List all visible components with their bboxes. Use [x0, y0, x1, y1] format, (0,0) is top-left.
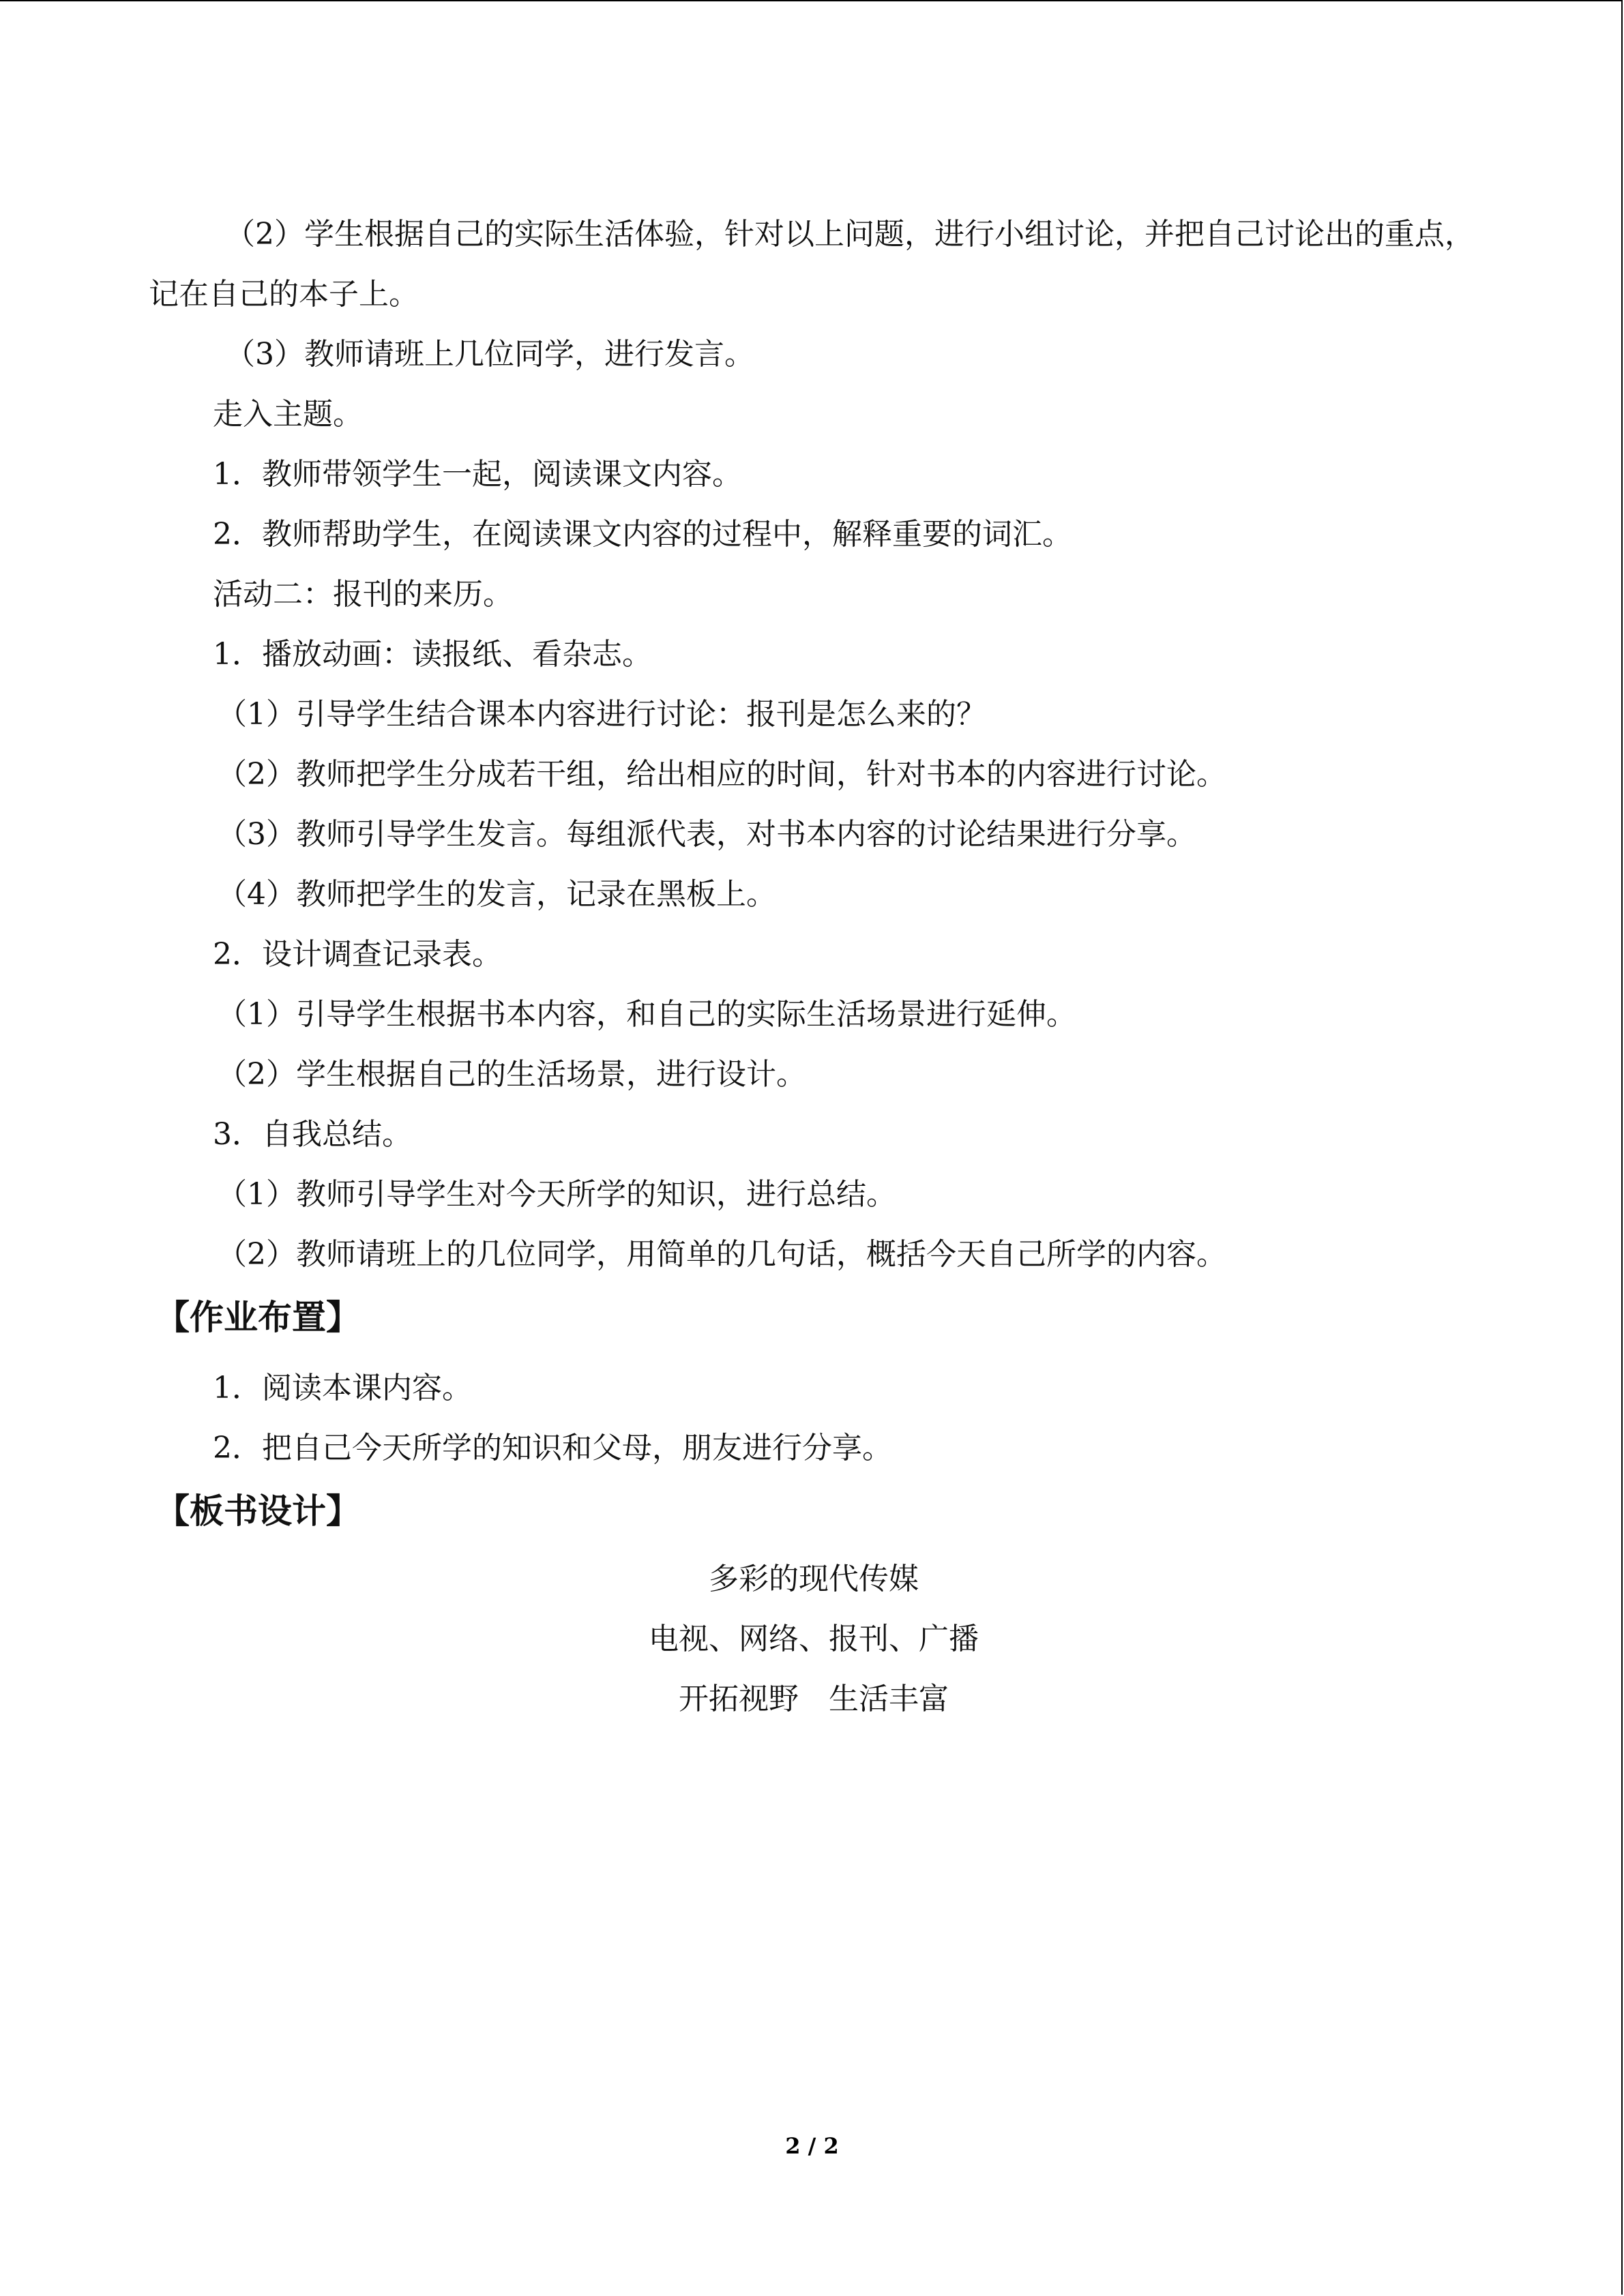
document-body — [149, 205, 1479, 1729]
activity-sub-item: （3）教师引导学生发言。每组派代表，对书本内容的讨论结果进行分享。 — [217, 817, 1196, 852]
activity-sub-item: （1）引导学生根据书本内容，和自己的实际生活场景进行延伸。 — [217, 997, 1076, 1032]
enter-topic-item: 2．教师帮助学生，在阅读课文内容的过程中，解释重要的词汇。 — [213, 517, 1072, 552]
activity-sub-item: （1）引导学生结合课本内容进行讨论：报刊是怎么来的？ — [217, 697, 986, 732]
activity-sub-item: （2）教师把学生分成若干组，给出相应的时间，针对书本的内容进行讨论。 — [217, 757, 1226, 792]
activity-sub-item: （2）学生根据自己的生活场景，进行设计。 — [217, 1057, 806, 1092]
activity-item: 1．播放动画：读报纸、看杂志。 — [213, 637, 652, 672]
homework-heading: 【作业布置】 — [156, 1298, 360, 1337]
blackboard-line: 电视、网络、报刊、广播 — [649, 1622, 979, 1656]
page-number: 2 / 2 — [785, 2133, 839, 2159]
activity-sub-item: （1）教师引导学生对今天所学的知识，进行总结。 — [217, 1177, 896, 1212]
activity-two-title: 活动二：报刊的来历。 — [213, 577, 513, 612]
enter-topic-item: 1．教师带领学生一起，阅读课文内容。 — [213, 457, 742, 492]
blackboard-title: 多彩的现代传媒 — [709, 1562, 919, 1596]
homework-item: 2．把自己今天所学的知识和父母，朋友进行分享。 — [213, 1431, 892, 1465]
homework-item: 1．阅读本课内容。 — [213, 1371, 472, 1405]
paragraph-speech: （3）教师请班上几位同学，进行发言。 — [225, 337, 754, 372]
activity-sub-item: （4）教师把学生的发言，记录在黑板上。 — [217, 877, 776, 912]
enter-topic-label: 走入主题。 — [213, 397, 363, 432]
activity-sub-item: （2）教师请班上的几位同学，用简单的几句话，概括今天自己所学的内容。 — [217, 1237, 1226, 1272]
activity-item: 3．自我总结。 — [213, 1117, 412, 1152]
blackboard-line: 开拓视野 生活丰富 — [679, 1682, 949, 1716]
blackboard-design — [149, 1549, 1479, 1729]
activity-item: 2．设计调查记录表。 — [213, 937, 502, 972]
blackboard-heading: 【板书设计】 — [156, 1491, 360, 1531]
paragraph-discussion: （2）学生根据自己的实际生活体验，针对以上问题，进行小组讨论，并把自己讨论出的重点，记在自己的本子上。 — [149, 217, 1475, 312]
